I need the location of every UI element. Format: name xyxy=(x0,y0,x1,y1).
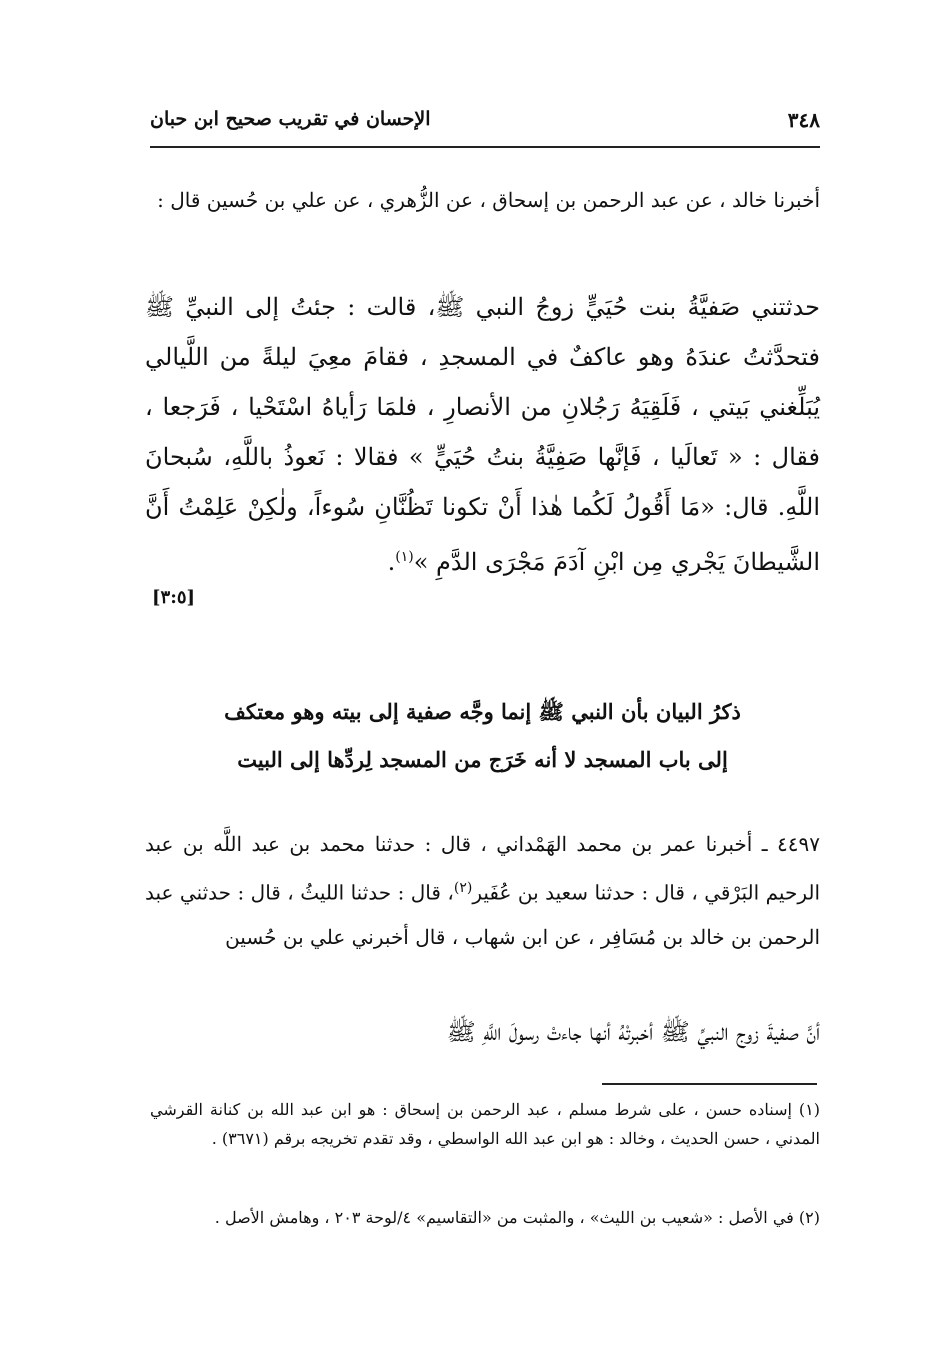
page-header xyxy=(150,108,820,144)
footnote-2: (٢) في الأصل : «شعيب بن الليث» ، والمثبت من «التقاسيم» ٤/لوحة ٢٠٣ ، وهامش الأصل . xyxy=(214,1208,820,1227)
isnad-paragraph: أخبرنا خالد ، عن عبد الرحمن بن إسحاق ، عن الزُّهري ، عن علي بن حُسين قال : xyxy=(157,188,820,212)
footnote-ref-2: (٢) xyxy=(453,880,473,896)
footnote-separator xyxy=(602,1083,817,1085)
running-title: الإحسان في تقريب صحيح ابن حبان xyxy=(150,108,431,130)
isnad-part-1: ٤٤٩٧ ـ أخبرنا عمر بن محمد الهَمْداني ، قال : حدثنا محمد بن عبد اللَّه بن عبد الرحيم البَرْقي ، قال : حدثنا سعيد بن عُفَير xyxy=(145,832,821,905)
isnad-part-2: ، قال : حدثنا الليثُ ، قال : حدثني عبد الرحمن بن خالد بن مُسَافِر ، عن ابن شهاب ، قال أخبرني علي بن حُسين xyxy=(145,880,820,949)
footnote-1: (١) إسناده حسن ، على شرط مسلم ، عبد الرحمن بن إسحاق : هو ابن عبد الله بن كنانة القرشي المدني ، حسن الحديث ، وخالد : هو ابن عبد الله الواسطي ، وقد تقدم تخريجه برقم (٣٦٧١) . xyxy=(150,1100,821,1148)
hadith-4497-matn: أنَّ صفيةَ زوج النبيِّ ﷺ أخبرتْهُ أنها جاءتْ رسولَ اللَّهِ ﷺ xyxy=(446,1018,820,1046)
page-number: ٣٤٨ xyxy=(787,108,820,132)
hadith-citation: [٣:٥] xyxy=(152,587,196,608)
hadith-end-period: . xyxy=(387,548,396,576)
section-heading-line-1: ذكرُ البيان بأن النبي ﷺ إنما وجَّه صفية إلى بيته وهو معتكف xyxy=(224,699,741,724)
hadith-text xyxy=(145,282,820,587)
hadith-body: حدثتني صَفيَّةُ بنت حُيَيٍّ زوجُ النبي ﷺ، قالت : جئتُ إلى النبيِّ ﷺ فتحدَّثتُ عندَهُ وهو عاكفٌ في المسجدِ ، فقامَ معِيَ ليلةً من اللَّيالي يُبَلِّغني بَيتي ، فَلَقِيَهُ رَجُلانِ من الأنصارِ ، فلمَا رَأياهُ اسْتَحْيا ، فَرَجعا ، فقال : « تَعالَيا ، فَإنَّها صَفِيَّةُ بنتُ حُيَيٍّ » فقالا : نَعوذُ باللَّهِ، سُبحانَ اللَّهِ. قال: «مَا أَقُولُ لَكُما هٰذا أَنْ تكونا تَظُنَّانِ سُوءاً، ولٰكِنْ عَلِمْتُ أَنَّ الشَّيطانَ يَجْري مِن ابْنِ آدَمَ مَجْرَى الدَّمِ » xyxy=(145,293,820,576)
header-rule xyxy=(150,146,820,148)
section-heading-line-2: إلى باب المسجد لا أنه خَرَج من المسجد لِردِّها إلى البيت xyxy=(237,747,728,772)
footnote-ref-1: (١) xyxy=(395,549,414,565)
hadith-4497-isnad xyxy=(145,822,820,959)
section-heading xyxy=(150,688,815,784)
